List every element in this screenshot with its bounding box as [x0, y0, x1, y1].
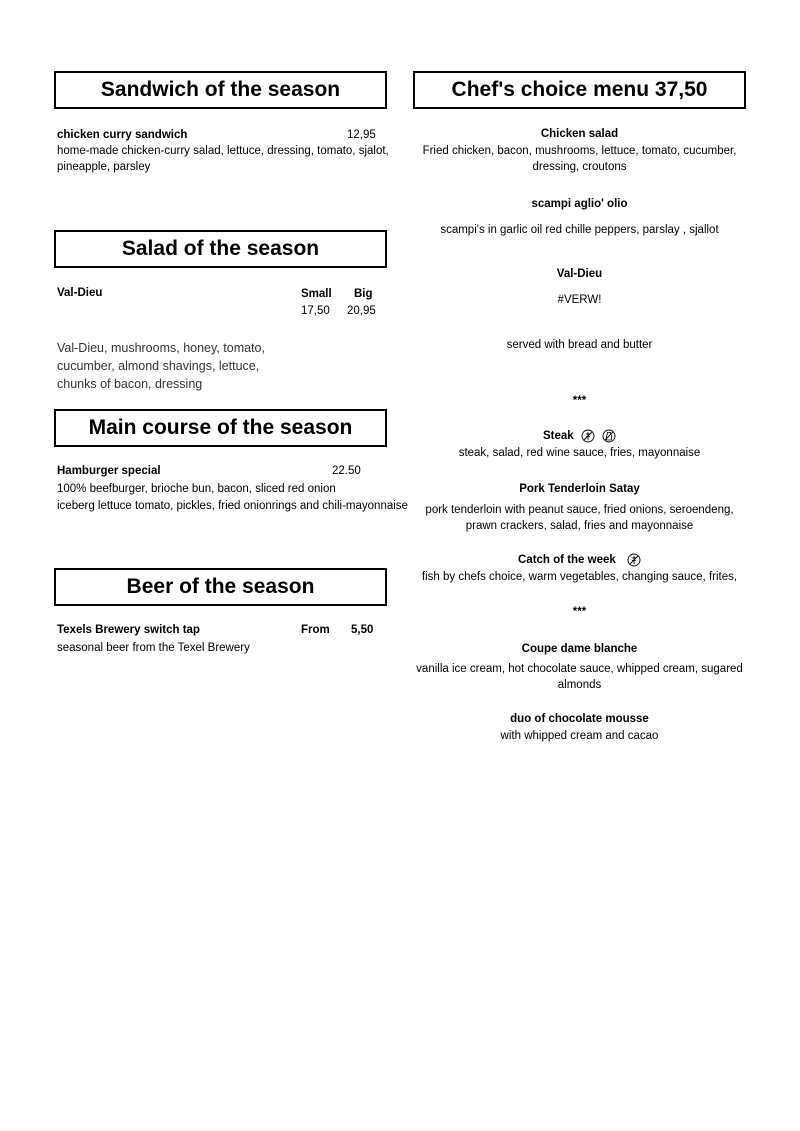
beer-from-label: From: [301, 624, 330, 636]
salad-price-big: 20,95: [347, 305, 376, 317]
salad-size-small: Small: [301, 288, 332, 300]
dessert1-desc-line2: almonds: [557, 679, 602, 691]
main1-row: [413, 428, 746, 444]
salad-name: Val-Dieu: [57, 287, 103, 299]
dessert1-desc-line1: vanilla ice cream, hot chocolate sauce, whipped cream, sugared: [416, 663, 743, 675]
starter3-desc: #VERW!: [557, 294, 602, 306]
main-course-name: Hamburger special: [57, 465, 161, 477]
main3-name: Catch of the week: [518, 554, 616, 566]
beer-heading: Beer of the season: [54, 568, 387, 606]
sandwich-price: 12,95: [347, 129, 376, 141]
sandwich-desc-line2: pineapple, parsley: [57, 161, 151, 173]
main-course-desc-line1: 100% beefburger, brioche bun, bacon, sliced red onion: [57, 483, 336, 495]
starter1-desc-line2: dressing, croutons: [532, 161, 627, 173]
starter2-desc: scampi's in garlic oil red chille peppers, parslay , sjallot: [440, 224, 719, 236]
beer-price: 5,50: [351, 624, 374, 636]
sandwich-desc-line1: home-made chicken-curry salad, lettuce, dressing, tomato, sjalot,: [57, 145, 389, 157]
salad-price-small: 17,50: [301, 305, 330, 317]
main2-name: Pork Tenderloin Satay: [519, 483, 640, 495]
dessert2-desc: with whipped cream and cacao: [500, 730, 659, 742]
salad-desc-line2: cucumber, almond shavings, lettuce,: [57, 359, 260, 373]
gluten-free-icon: [627, 553, 641, 567]
starter1-name: Chicken salad: [540, 128, 619, 140]
main-course-heading: Main course of the season: [54, 409, 387, 447]
starter3-name: Val-Dieu: [556, 268, 603, 280]
dessert1-name: Coupe dame blanche: [521, 643, 638, 655]
lactose-free-icon: [602, 429, 616, 443]
main-course-price: 22.50: [332, 465, 361, 477]
salad-size-big: Big: [354, 288, 373, 300]
dessert2-name: duo of chocolate mousse: [510, 713, 649, 725]
chefs-choice-heading: Chef's choice menu 37,50: [413, 71, 746, 109]
main3-desc: fish by chefs choice, warm vegetables, changing sauce, frites,: [421, 571, 738, 583]
beer-desc: seasonal beer from the Texel Brewery: [57, 642, 250, 654]
starter2-name: scampi aglio' olio: [531, 198, 628, 210]
separator-2: ***: [572, 606, 587, 618]
main3-row: [413, 552, 746, 568]
gluten-free-icon: [581, 429, 595, 443]
salad-desc-line1: Val-Dieu, mushrooms, honey, tomato,: [57, 341, 265, 355]
main1-desc: steak, salad, red wine sauce, fries, mayonnaise: [458, 447, 701, 459]
salad-heading: Salad of the season: [54, 230, 387, 268]
sandwich-name: chicken curry sandwich: [57, 129, 188, 141]
main2-desc-line1: pork tenderloin with peanut sauce, fried onions, seroendeng,: [425, 504, 734, 516]
main1-name: Steak: [542, 430, 574, 442]
salad-desc-line3: chunks of bacon, dressing: [57, 377, 203, 391]
main-course-desc-line2: iceberg lettuce tomato, pickles, fried onionrings and chili-mayonnaise: [57, 500, 408, 512]
starter1-desc-line1: Fried chicken, bacon, mushrooms, lettuce, tomato, cucumber,: [422, 145, 737, 157]
sandwich-heading: Sandwich of the season: [54, 71, 387, 109]
beer-name: Texels Brewery switch tap: [57, 624, 200, 636]
bread-note: served with bread and butter: [506, 339, 653, 351]
main2-desc-line2: prawn crackers, salad, fries and mayonnaise: [465, 520, 694, 532]
separator-1: ***: [572, 395, 587, 407]
